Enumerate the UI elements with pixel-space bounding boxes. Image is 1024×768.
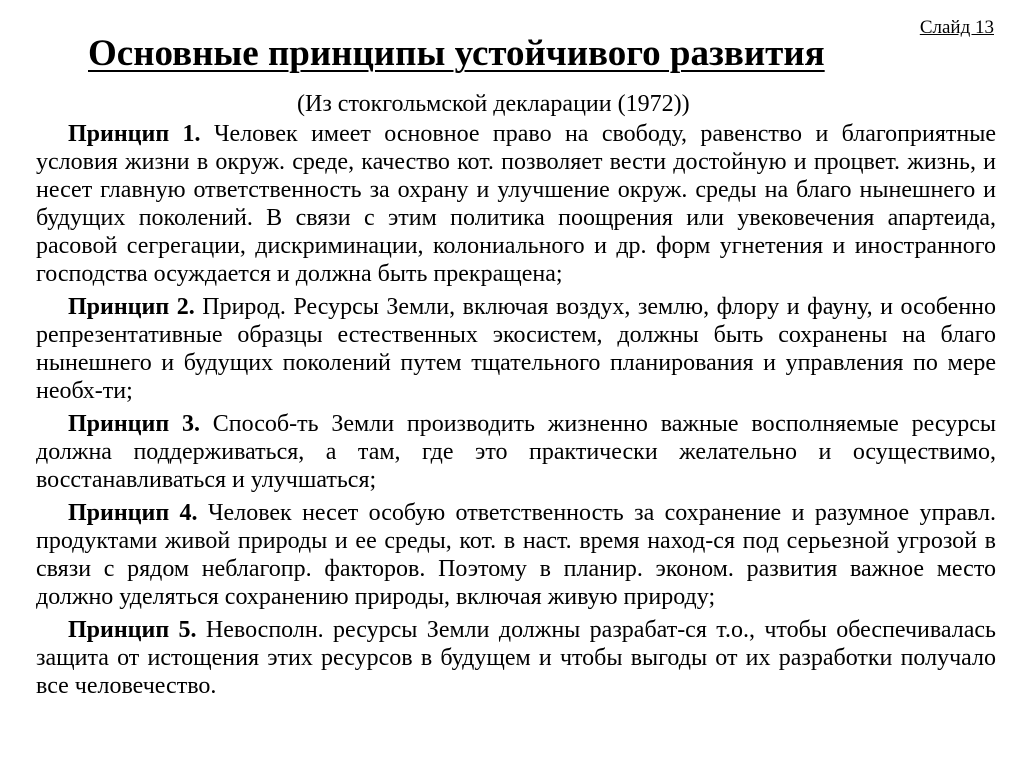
principle-label: Принцип 2. — [68, 294, 195, 320]
principle-3 — [36, 410, 996, 494]
slide-title: Основные принципы устойчивого развития — [88, 33, 825, 74]
principle-5 — [36, 616, 996, 700]
principle-label: Принцип 1. — [68, 121, 201, 147]
principle-4 — [36, 499, 996, 611]
principle-label: Принцип 4. — [68, 500, 198, 526]
slide-number: Слайд 13 — [919, 17, 994, 38]
principle-2 — [36, 293, 996, 405]
principle-text: Способ-ть Земли производить жизненно важные восполняемые ресурсы должна поддерживаться, а там, где это практически желательно и осуществимо, восстанавливаться и улучшаться; — [36, 411, 996, 493]
principle-text: Человек несет особую ответственность за сохранение и разумное управл. продуктами живой природы и ее среды, кот. в наст. время наход-ся под серьезной угрозой в связи с рядом неблагопр. факторов. Поэтому в планир. эконом. развития важное место должно уделяться сохранению природы, включая живую природу; — [36, 500, 996, 610]
slide-subtitle: (Из стокгольмской декларации (1972)) — [297, 91, 690, 117]
principle-text: Человек имеет основное право на свободу, равенство и благоприятные условия жизни в окруж. среде, качество кот. позволяет вести достойную и процвет. жизнь, и несет главную ответственность за охрану и улучшение окруж. среды на благо нынешнего и будущих поколений. В связи с этим политика поощрения или увековечения апартеида, расовой сегрегации, дискриминации, колониального и др. форм угнетения и иностранного господства осуждается и должна быть прекращена; — [36, 121, 997, 287]
principles-list — [36, 120, 996, 705]
principle-label: Принцип 3. — [68, 411, 200, 437]
principle-1 — [36, 120, 996, 288]
principle-text: Невосполн. ресурсы Земли должны разрабат-ся т.о., чтобы обеспечивалась защита от истощения этих ресурсов в будущем и чтобы выгоды от их разработки получало все человечество. — [36, 617, 996, 699]
principle-label: Принцип 5. — [68, 617, 197, 643]
principle-text: Природ. Ресурсы Земли, включая воздух, землю, флору и фауну, и особенно репрезентативные образцы естественных экосистем, должны быть сохранены на благо нынешнего и будущих поколений путем тщательного планирования и управления по мере необх-ти; — [36, 294, 997, 404]
